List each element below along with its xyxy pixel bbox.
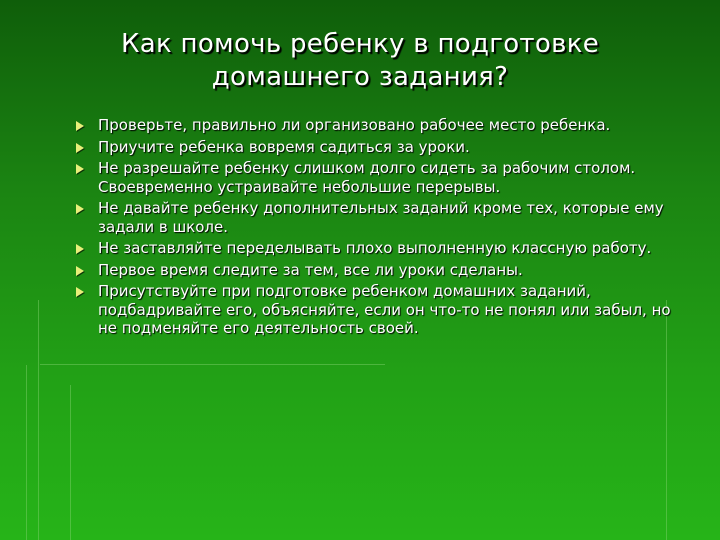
list-item <box>74 116 674 135</box>
decorative-line <box>70 385 71 540</box>
triangle-bullet-icon <box>76 164 84 174</box>
list-item-text: Не заставляйте переделывать плохо выполненную классную работу. <box>98 239 652 257</box>
triangle-bullet-icon <box>76 287 84 297</box>
list-item <box>74 159 674 196</box>
decorative-line <box>26 365 27 540</box>
list-item-text: Не разрешайте ребенку слишком долго сидеть за рабочим столом. Своевременно устраивайте небольшие перерывы. <box>98 159 636 196</box>
triangle-bullet-icon <box>76 244 84 254</box>
triangle-bullet-icon <box>76 204 84 214</box>
list-item-text: Проверьте, правильно ли организовано рабочее место ребенка. <box>98 116 611 134</box>
list-item <box>74 261 674 280</box>
triangle-bullet-icon <box>76 143 84 153</box>
bullet-list <box>74 116 674 341</box>
list-item-text: Не давайте ребенку дополнительных заданий кроме тех, которые ему задали в школе. <box>98 199 664 236</box>
decorative-line <box>40 364 385 365</box>
decorative-line <box>38 300 39 540</box>
list-item-text: Присутствуйте при подготовке ребенком домашних заданий, подбадривайте его, объясняйте, если он что-то не понял или забыл, но не подменяйте его деятельность своей. <box>98 282 671 337</box>
list-item <box>74 239 674 258</box>
list-item <box>74 138 674 157</box>
triangle-bullet-icon <box>76 266 84 276</box>
triangle-bullet-icon <box>76 121 84 131</box>
list-item <box>74 199 674 236</box>
list-item-text: Первое время следите за тем, все ли уроки сделаны. <box>98 260 523 279</box>
list-item-text: Приучите ребенка вовремя садиться за уроки. <box>98 137 470 156</box>
slide-title: Как помочь ребенку в подготовке домашнего задания? <box>120 29 600 92</box>
list-item <box>74 282 674 338</box>
